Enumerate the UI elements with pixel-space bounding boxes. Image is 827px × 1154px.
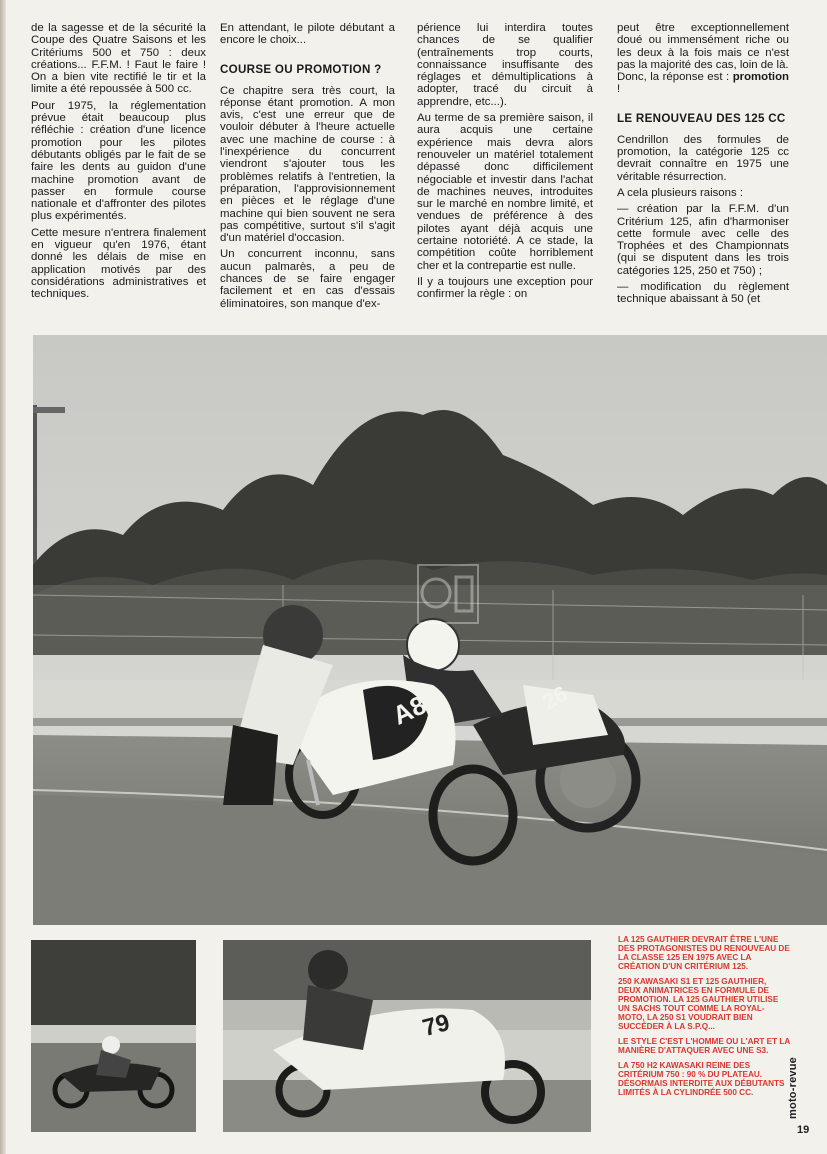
caption: 250 KAWASAKI S1 ET 125 GAUTHIER, DEUX ANIMATRICES EN FORMULE DE PROMOTION. LA 125 GAUTHIER UTILISE UN SACHS TOUT COMME LA ROYAL-MOTO, LA 250 S1 VOUDRAIT BIEN SUCCÉDER À LA S.P.Q...: [618, 977, 779, 1031]
photo-captions: [618, 935, 790, 1103]
paragraph: Un concurrent inconnu, sans aucun palmarès, a peu de chances de se faire engager facilement et en cas d'essais éliminatoires, son manque d'ex-: [220, 248, 395, 310]
caption: LA 125 GAUTHIER DEVRAIT ÊTRE L'UNE DES PROTAGONISTES DU RENOUVEAU DE LA CLASSE 125 EN 1975 AVEC LA CRÉATION D'UN CRITÉRIUM 125.: [618, 935, 790, 971]
paragraph-end: !: [617, 83, 621, 96]
watermark-logo-icon: [416, 563, 480, 625]
race-number-label: A8: [388, 689, 431, 731]
paragraph-lead: Donc, la réponse est :: [617, 71, 733, 84]
brand-label: moto-revue: [786, 1057, 799, 1119]
paragraph: de la sagesse et de la sécurité la Coupe des Quatre Saisons et les Critériums 500 et 750 : deux créations... F.F.M. ! Faut le faire ! On a bien vite rectifié le tir et la limite a été repoussée à 500 cc.: [31, 22, 206, 96]
paragraph: [617, 22, 789, 96]
main-race-photo: [33, 335, 827, 925]
paragraph: En attendant, le pilote débutant a encore le choix...: [220, 22, 395, 47]
page-edge: [0, 0, 6, 1154]
kawasaki-s3-photo: [31, 940, 196, 1132]
page-number: 19: [797, 1124, 810, 1136]
paragraph: — création par la F.F.M. d'un Critérium 125, afin d'harmoniser cette formule avec celle des Trophées et des Championnats (qui se disputent dans les trois catégories 125, 250 et 750) ;: [617, 203, 789, 277]
section-heading: COURSE OU PROMOTION ?: [220, 62, 382, 76]
paragraph: Ce chapitre sera très court, la réponse étant promotion. A mon avis, c'est une erreur que de vouloir débuter à l'heure actuelle avec une machine de course : à l'inexpérience du concurrent viendront s'ajouter tous les problèmes relatifs à l'entretien, la préparation, l'approvisionnement en pièces et le réglage d'une machine qui bien souvent ne sera pas compétitive, surtout s'il s'agit d'un matériel d'occasion.: [220, 84, 395, 245]
race-photo-illustration: [33, 335, 827, 925]
paragraph: Pour 1975, la réglementation prévue était beaucoup plus réfléchie : création d'une licence promotion pour les pilotes débutants obligés par le fait de se faire les dents au guidon d'une machine promotion avant de passer en formule course nationale et d'affronter des pilotes plus expérimentés.: [31, 99, 206, 223]
paragraph: A cela plusieurs raisons :: [617, 186, 743, 199]
caption: LE STYLE C'EST L'HOMME OU L'ART ET LA MANIÈRE D'ATTAQUER AVEC UNE S3.: [618, 1037, 791, 1055]
paragraph: Il y a toujours une exception pour confirmer la règle : on: [417, 275, 593, 301]
paragraph: Cette mesure n'entrera finalement en vigueur qu'en 1976, étant donné les délais de mise en application motivés par des considérations administratives et techniques.: [31, 226, 206, 301]
rider-photo-illustration: [223, 940, 591, 1132]
magazine-brand: [786, 1050, 810, 1130]
section-heading: LE RENOUVEAU DES 125 CC: [617, 111, 786, 125]
paragraph-text: peut être exceptionnellement doué ou immensément riche ou les deux à la fois mais ce n'est pas la majorité des cas, loin de là.: [617, 22, 789, 71]
caption: LA 750 H2 KAWASAKI REINE DES CRITÉRIUM 750 : 90 % DU PLATEAU. DÉSORMAIS INTERDITE AUX DÉBUTANTS LIMITÉS À LA CYLINDRÉE 500 CC.: [618, 1061, 785, 1097]
rider-photo-illustration: [31, 940, 196, 1132]
paragraph: — modification du règlement technique abaissant à 50 (et: [617, 281, 789, 306]
text-column-2: [220, 22, 395, 334]
race-number-label: 26: [538, 680, 572, 715]
emphasis-answer: promotion: [732, 71, 789, 84]
text-column-4: [617, 22, 789, 334]
paragraph: Cendrillon des formules de promotion, la catégorie 125 cc devrait connaître en 1975 une véritable résurrection.: [617, 133, 789, 183]
paragraph: Au terme de sa première saison, il aura acquis une certaine expérience mais devra alors renouveler un matériel totalement dépassé donc difficilement négociable et investir dans l'achat de machines neuves, introduites sur le marché en nombre limité, et vendues de préférence à des pilotes ayant déjà acquis une certaine notoriété. A ce stade, la compétition coûte horriblement cher et la contrepartie est nulle.: [417, 112, 593, 272]
paragraph: périence lui interdira toutes chances de se qualifier (entraînements trop courts, connaissance insuffisante des réglages et démultiplications à adopter, tracé du circuit à apprendre, etc...).: [417, 22, 593, 108]
gauthier-125-photo: [223, 940, 591, 1132]
text-column-3: [417, 22, 593, 334]
text-column-1: [31, 22, 206, 334]
race-number-label: 79: [419, 1009, 453, 1043]
